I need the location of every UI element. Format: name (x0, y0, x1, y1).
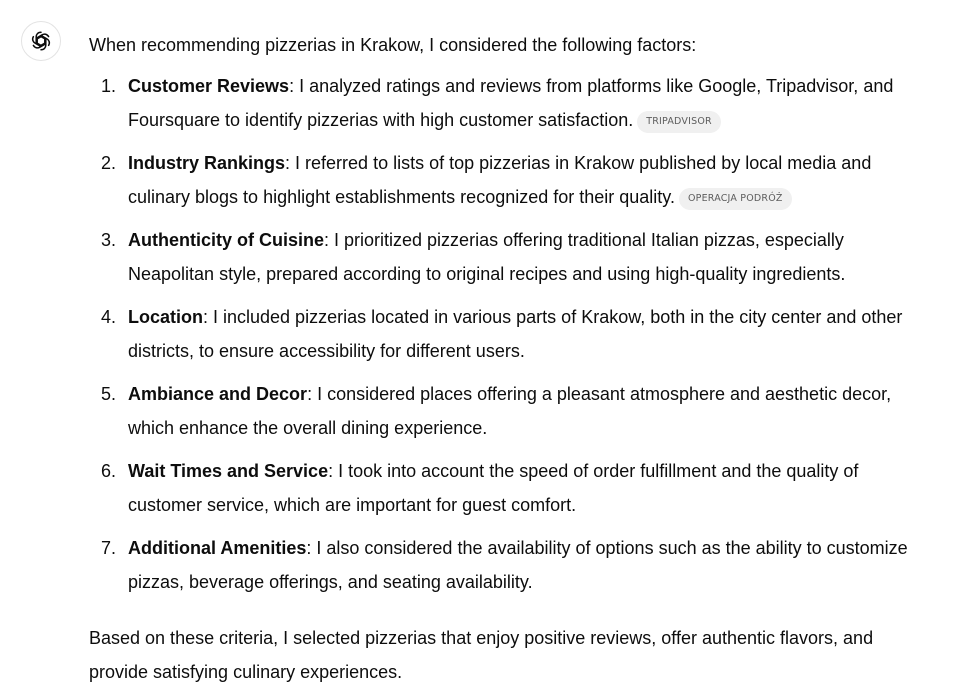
factor-text: : I analyzed ratings and reviews from platforms like Google, Tripadvisor, and Foursquare to identify pizzerias with high customer satisfaction. (128, 76, 894, 130)
factors-list (89, 69, 934, 599)
message-outro: Based on these criteria, I selected pizzerias that enjoy positive reviews, offer authentic flavors, and provide satisfying culinary experiences. (89, 628, 874, 682)
list-item (89, 300, 934, 368)
factor-title: Customer Reviews (128, 76, 290, 96)
source-citation-badge[interactable]: OPERACJA PODRÓŻ (679, 188, 792, 210)
list-number: 7. (101, 538, 117, 558)
factor-text: : I took into account the speed of order fulfillment and the quality of customer service, which are important for guest comfort. (128, 461, 859, 515)
list-number: 5. (101, 384, 117, 404)
list-item (89, 223, 934, 291)
factor-title: Additional Amenities (128, 538, 307, 558)
factor-text: : I referred to lists of top pizzerias in Krakow published by local media and culinary blogs to highlight establishments recognized for their quality. (128, 153, 872, 207)
factor-text: : I considered places offering a pleasant atmosphere and aesthetic decor, which enhance the overall dining experience. (128, 384, 892, 438)
factor-title: Ambiance and Decor (128, 384, 308, 404)
list-item (89, 377, 934, 445)
list-number: 1. (101, 76, 117, 96)
factor-title: Industry Rankings (128, 153, 286, 173)
openai-logo-icon (29, 29, 53, 53)
source-citation-badge[interactable]: TRIPADVISOR (637, 111, 721, 133)
factor-title: Wait Times and Service (128, 461, 329, 481)
factor-text: : I prioritized pizzerias offering traditional Italian pizzas, especially Neapolitan style, prepared according to original recipes and using high-quality ingredients. (128, 230, 846, 284)
list-item (89, 531, 934, 599)
list-number: 4. (101, 307, 117, 327)
list-item (89, 69, 934, 137)
factor-text: : I included pizzerias located in various parts of Krakow, both in the city center and other districts, to ensure accessibility for different users. (128, 307, 903, 361)
factor-title: Location (128, 307, 203, 327)
list-number: 3. (101, 230, 117, 250)
list-number: 2. (101, 153, 117, 173)
list-item (89, 454, 934, 522)
assistant-avatar (21, 21, 61, 61)
message-intro: When recommending pizzerias in Krakow, I considered the following factors: (89, 35, 697, 55)
factor-title: Authenticity of Cuisine (128, 230, 325, 250)
list-number: 6. (101, 461, 117, 481)
factor-text: : I also considered the availability of options such as the ability to customize pizzas, beverage offerings, and seating availability. (128, 538, 908, 592)
assistant-message (89, 28, 934, 689)
list-item (89, 146, 934, 214)
